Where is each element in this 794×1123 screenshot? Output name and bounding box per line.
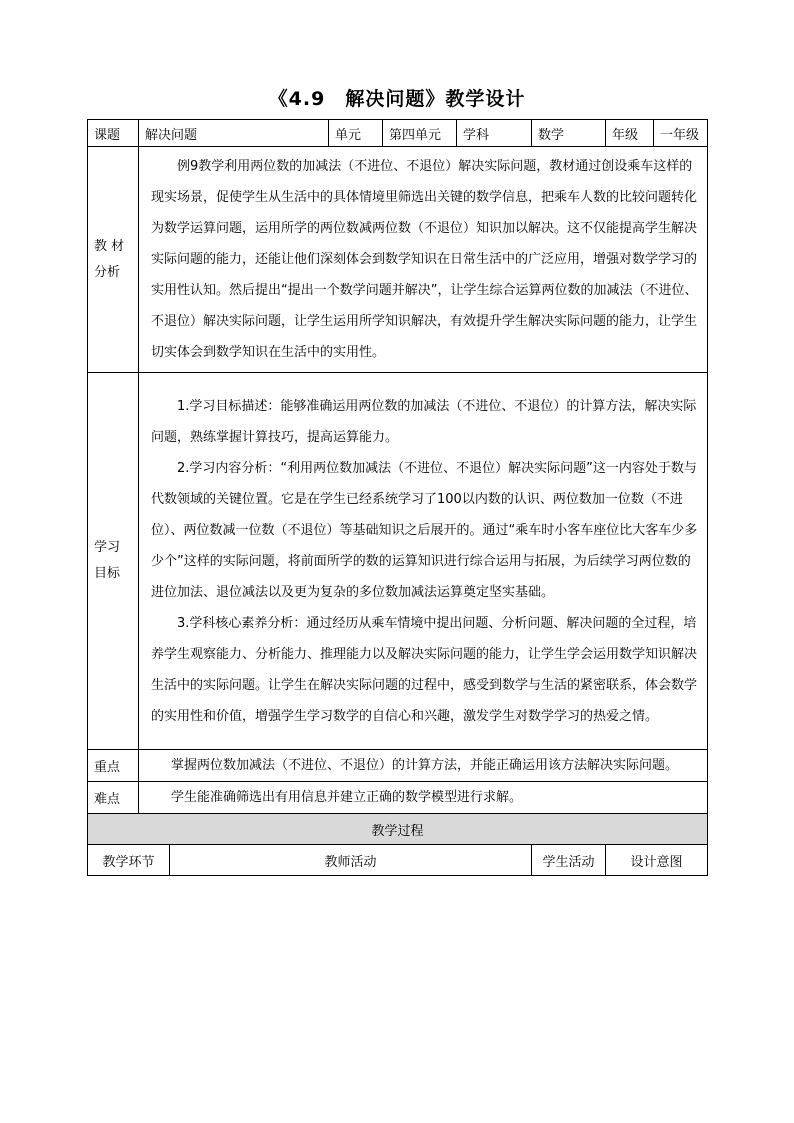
objectives-label: [88, 373, 139, 750]
topic-value: 解决问题: [139, 120, 329, 147]
col-stage: 教学环节: [88, 845, 170, 876]
process-columns-row: [88, 845, 708, 876]
difficulty-label: 难点: [88, 782, 139, 814]
difficulty-content: [139, 782, 708, 814]
grade-value: 一年级: [654, 120, 708, 147]
objective-paragraph-3: 3.学科核心素养分析：通过经历从乘车情境中提出问题、分析问题、解决问题的全过程，培养学生观察能力、分析能力、推理能力以及解决实际问题的能力，让学生学会运用数学知识解决生活中的实际问题。让学生在解决实际问题的过程中，感受到数学与生活的紧密联系，体会数学的实用性和价值，增强学生学习数学的自信心和兴趣，激发学生对数学学习的热爱之情。: [151, 615, 698, 724]
unit-value: 第四单元: [383, 120, 457, 147]
subject-label: 学科: [457, 120, 532, 147]
analysis-label: [88, 147, 139, 373]
key-point-text: 掌握两位数加减法（不进位、不退位）的计算方法，并能正确运用该方法解决实际问题。: [171, 758, 679, 773]
grade-label: 年级: [606, 120, 654, 147]
col-teacher: 教师活动: [170, 845, 532, 876]
analysis-label-line2: 分析: [94, 264, 121, 280]
topic-label: 课题: [88, 120, 139, 147]
unit-label: 单元: [329, 120, 383, 147]
analysis-content: [139, 147, 708, 373]
key-point-content: [139, 750, 708, 782]
header-row: [88, 120, 708, 147]
analysis-text: 例9教学利用两位数的加减法（不进位、不退位）解决实际问题，教材通过创设乘车这样的现实场景，促使学生从生活中的具体情境里筛选出关键的数学信息，把乘车人数的比较问题转化为数学运算问题，运用所学的两位数减两位数（不退位）知识加以解决。这不仅能提高学生解决实际问题的能力，还能让他们深刻体会到数学知识在日常生活中的广泛应用，增强对数学学习的实用性认知。然后提出“提出一个数学问题并解决”，让学生综合运算两位数的加减法（不进位、不退位）解决实际问题，让学生运用所学知识解决，有效提升学生解决实际问题的能力，让学生切实体会到数学知识在生活中的实用性。: [151, 159, 698, 360]
objective-paragraph-2: 2.学习内容分析：“利用两位数加减法（不进位、不退位）解决实际问题”这一内容处于数与代数领域的关键位置。它是在学生已经系统学习了100以内数的认识、两位数加一位数（不进位）、两位数减一位数（不退位）等基础知识之后展开的。通过“乘车时小客车座位比大客车少多少个”这样的实际问题，将前面所学的数的运算知识进行综合运用与拓展，为后续学习两位数的进位加法、退位减法以及更为复杂的多位数加减法运算奠定坚实基础。: [151, 460, 698, 600]
process-heading: 教学过程: [88, 814, 708, 845]
document-title: 《4.9 解决问题》教学设计: [268, 88, 526, 110]
key-point-row: [88, 750, 708, 782]
objective-paragraph-1: 1.学习目标描述：能够准确运用两位数的加减法（不进位、不退位）的计算方法，解决实际问题，熟练掌握计算技巧，提高运算能力。: [151, 398, 697, 445]
objectives-label-line2: 目标: [94, 566, 121, 581]
col-student: 学生活动: [532, 845, 606, 876]
subject-value: 数学: [532, 120, 606, 147]
difficulty-text: 学生能准确筛选出有用信息并建立正确的数学模型进行求解。: [171, 790, 523, 805]
objectives-row: [88, 373, 708, 750]
process-heading-row: [88, 814, 708, 845]
lesson-plan-table: [87, 119, 708, 876]
analysis-label-line1: 教 材: [94, 238, 125, 254]
analysis-row: [88, 147, 708, 373]
difficulty-row: [88, 782, 708, 814]
objectives-content: [139, 373, 708, 750]
key-point-label: 重点: [88, 750, 139, 782]
col-intent: 设计意图: [606, 845, 708, 876]
objectives-label-line1: 学习: [94, 540, 121, 555]
